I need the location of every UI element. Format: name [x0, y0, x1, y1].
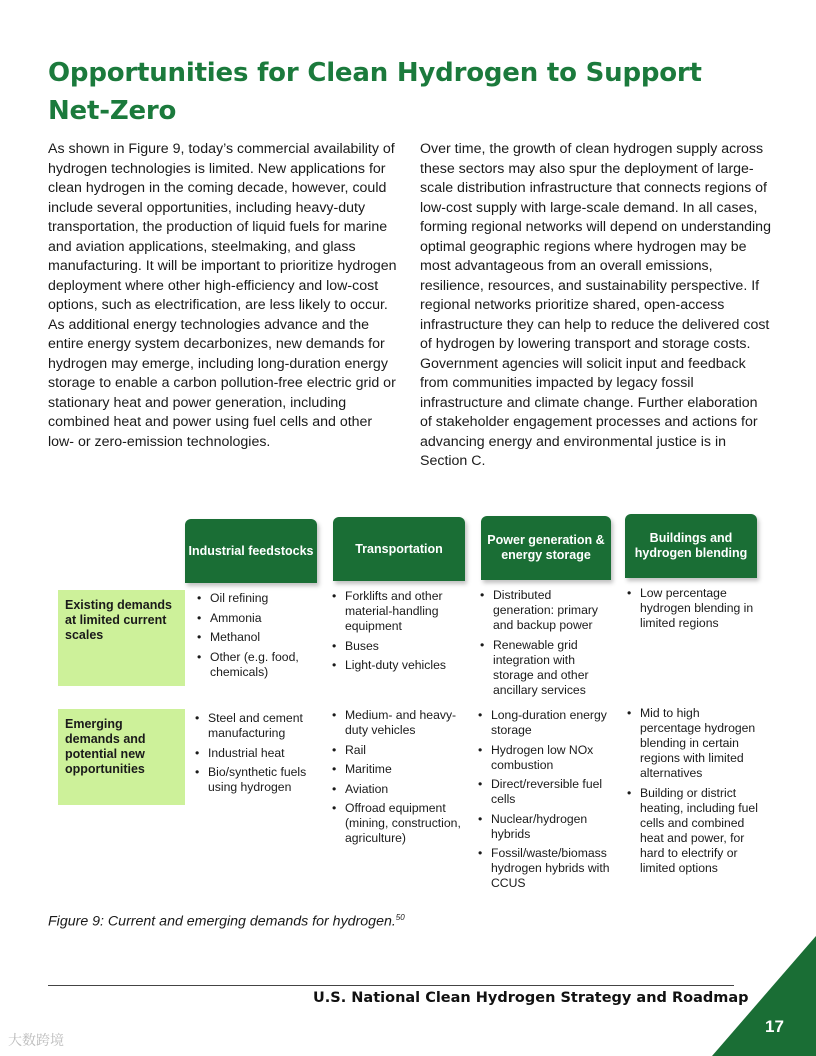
figure-header-industrial: Industrial feedstocks [185, 519, 317, 583]
figure-header-buildings: Buildings and hydrogen blending [625, 514, 757, 578]
page-corner-triangle [712, 936, 816, 1056]
figure-cell [197, 591, 317, 684]
figure-cell [480, 588, 612, 702]
list-item: • Industrial heat [195, 746, 319, 761]
list-item: • Mid to high percentage hydrogen blending in certain regions with limited alternatives [627, 706, 761, 781]
list-item: • Rail [332, 743, 468, 758]
figure-caption [48, 913, 405, 930]
list-item: • Light-duty vehicles [332, 658, 462, 673]
body-paragraph-left: As shown in Figure 9, today’s commercial availability of hydrogen technologies is limited. New applications for clean hydrogen in the coming decade, however, could include several opportunities, including heavy-duty transportation, the production of liquid fuels for marine and aviation applications, steelmaking, and glass manufacturing. It will be important to prioritize hydrogen deployment where other high-efficiency and low-cost options, such as electrification, are less likely to occur. As additional energy technologies advance and the entire energy system decarbonizes, new demands for hydrogen may emerge, including long-duration energy storage to enable a carbon pollution-free electric grid or stationary heat and power generation, including combined heat and power using fuel cells and other low- or zero-emission technologies. [48, 141, 397, 450]
footer-title: U.S. National Clean Hydrogen Strategy and Roadmap [313, 990, 749, 1006]
list-item: • Medium- and heavy-duty vehicles [332, 708, 468, 738]
watermark: 大数跨境 [8, 1032, 64, 1048]
page-title: Opportunities for Clean Hydrogen to Support Net-Zero [48, 58, 702, 126]
list-item: • Maritime [332, 762, 468, 777]
list-item: • Nuclear/hydrogen hybrids [478, 812, 614, 842]
list-item: • Renewable grid integration with storage and other ancillary services [480, 638, 612, 698]
list-item: • Oil refining [197, 591, 317, 606]
list-item: • Offroad equipment (mining, construction, agriculture) [332, 801, 468, 846]
figure-row-label-existing: Existing demands at limited current scales [58, 590, 185, 686]
list-item: • Fossil/waste/biomass hydrogen hybrids with CCUS [478, 846, 614, 891]
list-item: • Hydrogen low NOx combustion [478, 743, 614, 773]
figure-header-power: Power generation & energy storage [481, 516, 611, 580]
list-item: • Building or district heating, including fuel cells and combined heat and power, for hard to electrify or limited options [627, 786, 761, 876]
list-item: • Distributed generation: primary and backup power [480, 588, 612, 633]
list-item: • Other (e.g. food, chemicals) [197, 650, 317, 680]
figure-caption-text: Figure 9: Current and emerging demands for hydrogen. [48, 913, 396, 930]
list-item: • Aviation [332, 782, 468, 797]
list-item: • Methanol [197, 630, 317, 645]
figure-cell [332, 589, 462, 678]
list-item: • Low percentage hydrogen blending in limited regions [627, 586, 761, 631]
figure-cell [195, 711, 319, 800]
figure-row-label-emerging: Emerging demands and potential new opportunities [58, 709, 185, 805]
figure-cell [478, 708, 614, 896]
figure-cell [332, 708, 468, 851]
list-item: • Long-duration energy storage [478, 708, 614, 738]
body-paragraph-right: Over time, the growth of clean hydrogen supply across these sectors may also spur the deployment of large-scale distribution infrastructure that connects regions of low-cost supply with large-scale demand. In all cases, forming regional networks will depend on understanding optimal geographic regions where hydrogen may be most advantageous from an overall emissions, resilience, resources, and sustainability perspective. If regional networks prioritize shared, open-access infrastructure they can help to reduce the delivered cost of hydrogen by lowering transport and storage costs. Government agencies will solicit input and feedback from communities impacted by legacy fossil infrastructure and climate change. Further elaboration of stakeholder engagement processes and actions for advancing energy and environmental justice is in Section C. [420, 141, 771, 469]
figure-cell [627, 706, 761, 880]
page-number: 17 [765, 1017, 784, 1036]
list-item: • Bio/synthetic fuels using hydrogen [195, 765, 319, 795]
figure-caption-footnote: 50 [395, 913, 405, 922]
footer-divider [48, 985, 734, 986]
list-item: • Buses [332, 639, 462, 654]
list-item: • Steel and cement manufacturing [195, 711, 319, 741]
list-item: • Ammonia [197, 611, 317, 626]
list-item: • Direct/reversible fuel cells [478, 777, 614, 807]
figure-header-transportation: Transportation [333, 517, 465, 581]
figure-cell [627, 586, 761, 636]
list-item: • Forklifts and other material-handling equipment [332, 589, 462, 634]
